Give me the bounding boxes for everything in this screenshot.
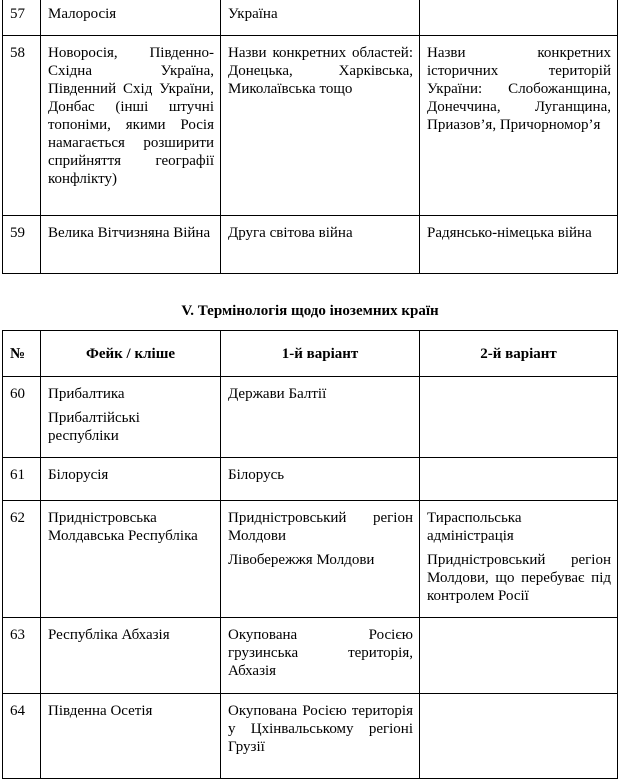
- header-fake: Фейк / кліше: [41, 331, 221, 377]
- row-number: 57: [3, 0, 41, 36]
- variant-1-entry: Окупована Росією територія у Цхінвальському регіоні Грузії: [228, 703, 413, 755]
- fake-term-entry: Південна Осетія: [48, 703, 153, 719]
- variant-1: [221, 501, 420, 618]
- row-number: 59: [3, 216, 41, 274]
- fake-term: [41, 377, 221, 458]
- header-number: №: [3, 331, 41, 377]
- row-number: 60: [3, 377, 41, 458]
- fake-term-entry: Білорусія: [48, 467, 109, 483]
- table-row: [3, 694, 618, 779]
- fake-term: [41, 501, 221, 618]
- variant-2: [420, 618, 618, 694]
- variant-1-entry: Держави Балтії: [228, 386, 327, 402]
- fake-term: [41, 694, 221, 779]
- top-table: [2, 0, 618, 274]
- variant-1: Назви конкретних областей: Донецька, Харківська, Миколаївська тощо: [221, 36, 420, 216]
- fake-term: Малоросія: [41, 0, 221, 36]
- variant-2: [420, 377, 618, 458]
- variant-1: Друга світова війна: [221, 216, 420, 274]
- table-row: [3, 501, 618, 618]
- fake-term-entry: Прибалтійські республіки: [48, 410, 140, 444]
- table-row: [3, 0, 618, 36]
- fake-term: [41, 458, 221, 501]
- variant-2: [420, 501, 618, 618]
- variant-2: [420, 694, 618, 779]
- table-row: [3, 458, 618, 501]
- fake-term: Велика Вітчизняна Війна: [41, 216, 221, 274]
- table-row: [3, 36, 618, 216]
- variant-1: Україна: [221, 0, 420, 36]
- terminology-body: [3, 377, 618, 779]
- variant-2: [420, 0, 618, 36]
- variant-1: [221, 377, 420, 458]
- table-row: [3, 216, 618, 274]
- variant-1-entry: Білорусь: [228, 467, 285, 483]
- table-row: [3, 618, 618, 694]
- section-title: V. Термінологія щодо іноземних країн: [181, 303, 439, 319]
- row-number: 64: [3, 694, 41, 779]
- row-number: 63: [3, 618, 41, 694]
- fake-term: [41, 618, 221, 694]
- header-variant-1: 1-й варіант: [221, 331, 420, 377]
- row-number: 61: [3, 458, 41, 501]
- terminology-table: [2, 330, 618, 779]
- row-number: 58: [3, 36, 41, 216]
- variant-2-entry: Тираспольська адміністрація: [427, 510, 522, 544]
- fake-term-entry: Республіка Абхазія: [48, 627, 170, 643]
- variant-2: [420, 458, 618, 501]
- variant-1-entry: Придністровський регіон Молдови: [228, 510, 413, 544]
- fake-term: Новоросія, Південно-Східна Україна, Південний Схід України, Донбас (інші штучні топоніми, якими Росія намагається розширити сприйняття географії конфлікту): [41, 36, 221, 216]
- variant-1: [221, 458, 420, 501]
- table-row: [3, 377, 618, 458]
- variant-1-entry: Лівобережжя Молдови: [228, 552, 375, 568]
- variant-2-entry: Придністровський регіон Молдови, що перебуває під контролем Росії: [427, 552, 611, 604]
- fake-term-entry: Придністровська Молдавська Республіка: [48, 510, 198, 544]
- header-variant-2: 2-й варіант: [420, 331, 618, 377]
- variant-1: [221, 694, 420, 779]
- fake-term-entry: Прибалтика: [48, 386, 125, 402]
- row-number: 62: [3, 501, 41, 618]
- variant-1: [221, 618, 420, 694]
- variant-1-entry: Окупована Росією грузинська територія, Абхазія: [228, 627, 413, 679]
- variant-2: Назви конкретних історичних територій України: Слобожанщина, Донеччина, Луганщина, Приазов’я, Причорномор’я: [420, 36, 618, 216]
- variant-2: Радянсько-німецька війна: [420, 216, 618, 274]
- header-row: [3, 331, 618, 377]
